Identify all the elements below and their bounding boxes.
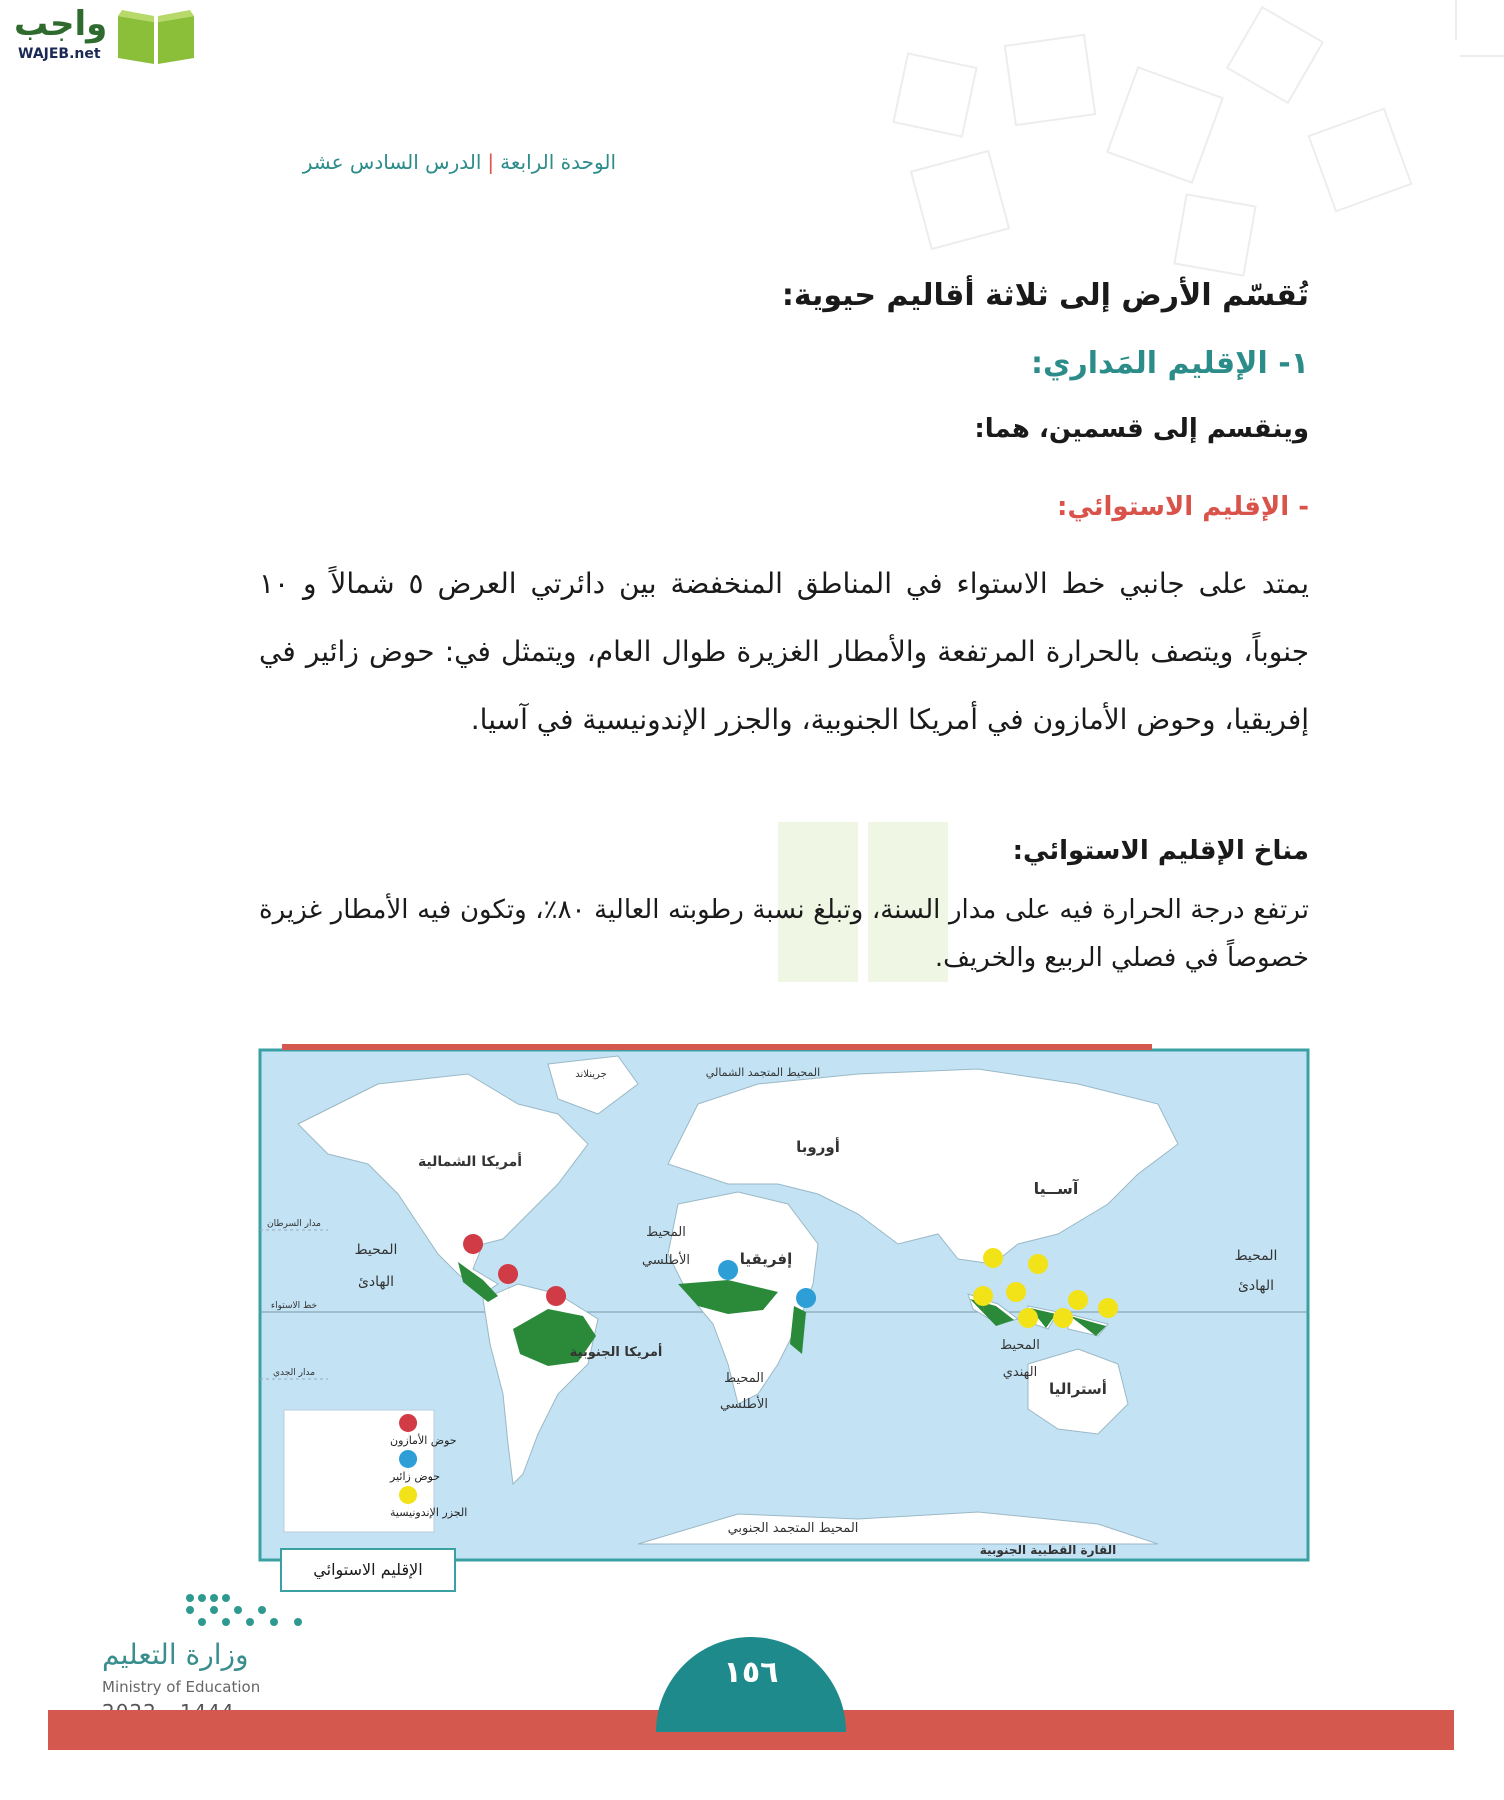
watermark-latin: WAJEB.net [18, 46, 101, 62]
label-atlantic-south-2: الأطلسي [719, 1397, 769, 1412]
ministry-arabic: وزارة التعليم [102, 1638, 249, 1671]
legend-label-amazon: حوض الأمازون [390, 1434, 457, 1447]
map-title: الإقليم الاستوائي [280, 1548, 456, 1592]
legend-label-indonesia: الجزر الإندونيسية [390, 1506, 468, 1519]
label-arctic: المحيط المتجمد الشمالي [705, 1066, 821, 1079]
label-africa: إفريقيا [739, 1250, 793, 1268]
page-number: ١٥٦ [723, 1655, 779, 1690]
section-title-tropical: ١- الإقليم المَداري: [1031, 346, 1309, 381]
intro-heading: تُقسّم الأرض إلى ثلاثة أقاليم حيوية: [781, 278, 1309, 313]
label-atlantic-north-1: المحيط [646, 1225, 686, 1240]
label-indian-2: الهندي [1002, 1365, 1038, 1380]
ministry-english: Ministry of Education [102, 1678, 261, 1696]
lesson-header [303, 150, 616, 174]
climate-title: مناخ الإقليم الاستوائي: [1012, 836, 1309, 866]
label-tropic-cancer: مدار السرطان [266, 1219, 322, 1229]
label-equator: خط الاستواء [270, 1301, 318, 1311]
wajeb-watermark [8, 4, 198, 68]
section-subtitle: وينقسم إلى قسمين، هما: [974, 414, 1309, 444]
paragraph-equatorial: يمتد على جانبي خط الاستواء في المناطق المنخفضة بين دائرتي العرض ٥ شمالاً و ١٠ جنوباً، ويتصف بالحرارة المرتفعة والأمطار الغزيرة طوال العام، ويتمثل في: حوض زائير في إفريقيا، وحوض الأمازون في أمريكا الجنوبية، والجزر الإندونيسية في آسيا. [259, 567, 1309, 736]
book-icon [116, 8, 196, 66]
map-top-bar [282, 1044, 1152, 1050]
label-pacific-east-2: الهادئ [1237, 1278, 1275, 1294]
unit-label: الوحدة الرابعة [500, 150, 616, 174]
label-southern-ocean: المحيط المتجمد الجنوبي [727, 1521, 859, 1536]
label-atlantic-south-1: المحيط [724, 1371, 764, 1386]
label-asia: آســيا [1033, 1179, 1079, 1198]
label-australia: أستراليا [1049, 1380, 1107, 1398]
watermark-arabic: واجب [14, 4, 108, 44]
label-south-america: أمريكا الجنوبية [569, 1345, 663, 1360]
label-pacific-east-1: المحيط [1234, 1248, 1278, 1264]
lesson-label: الدرس السادس عشر [302, 150, 482, 174]
label-atlantic-north-2: الأطلسي [641, 1253, 691, 1268]
subsection-title-equatorial: - الإقليم الاستوائي: [1057, 492, 1309, 522]
legend-label-zaire: حوض زائير [390, 1470, 441, 1483]
label-pacific-west-2: الهادئ [357, 1274, 395, 1290]
label-europe: أوروبا [796, 1138, 840, 1156]
world-map [258, 1044, 1310, 1562]
label-indian-1: المحيط [1000, 1338, 1040, 1353]
label-tropic-capricorn: مدار الجدي [272, 1368, 316, 1378]
label-antarctica: القارة القطبية الجنوبية [979, 1543, 1117, 1557]
header-separator: | [487, 150, 495, 174]
paragraph-climate: ترتفع درجة الحرارة فيه على مدار السنة، وتبلغ نسبة رطوبته العالية ٨٠٪، وتكون فيه الأمطار غزيرة خصوصاً في فصلي الربيع والخريف. [259, 895, 1309, 973]
ministry-dots-icon [180, 1590, 340, 1640]
label-greenland: جرينلاند [575, 1069, 607, 1080]
label-north-america: أمريكا الشمالية [417, 1154, 523, 1170]
label-pacific-west-1: المحيط [354, 1242, 398, 1258]
ministry-logo [100, 1590, 280, 1710]
